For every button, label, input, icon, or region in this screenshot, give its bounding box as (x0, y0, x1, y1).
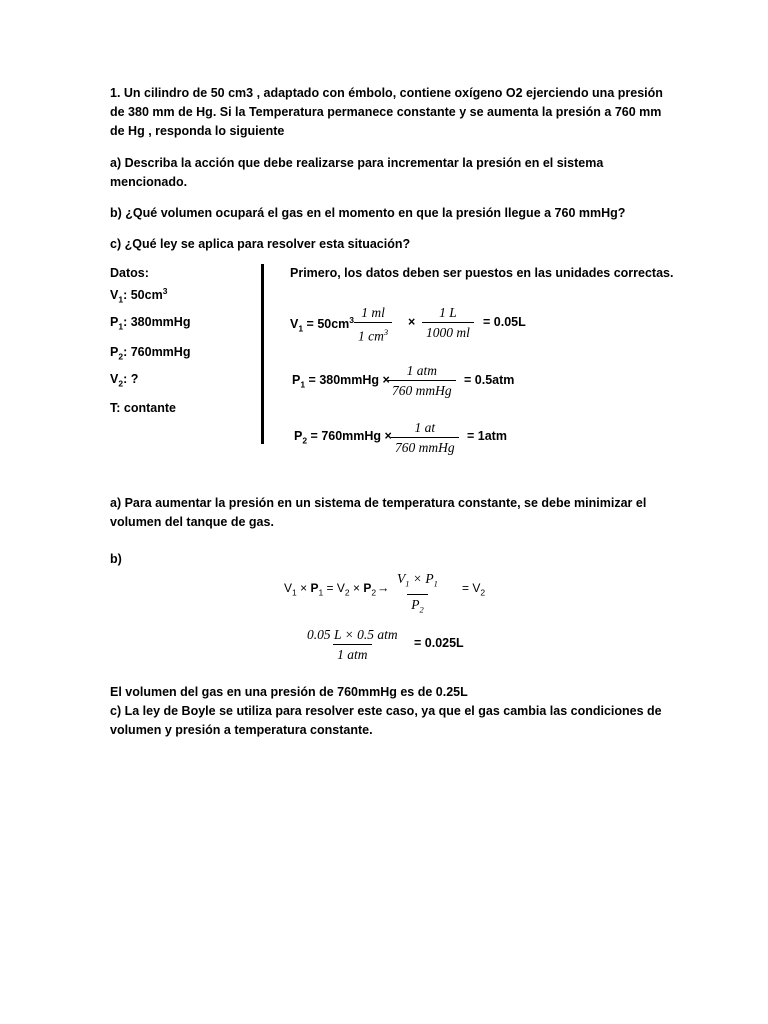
statement-line: 1. Un cilindro de 50 cm3 , adaptado con émbolo, contiene oxígeno O2 ejerciendo una presión (110, 86, 663, 100)
question-a (110, 154, 670, 192)
v1-result: = 0.05L (483, 315, 526, 329)
question-a-line: mencionado. (110, 175, 188, 189)
calc-fraction: 0.05 L × 0.5 atm 1 atm (307, 627, 398, 662)
p2-fraction: 1 at 760 mmHg (391, 419, 459, 456)
answer-a (110, 494, 670, 532)
question-b: b) ¿Qué volumen ocupará el gas en el momento en que la presión llegue a 760 mmHg? (110, 206, 626, 220)
p2-conversion-lhs: $P_2$ = 760mmHg × (294, 429, 392, 446)
v1-fraction-ml: $\frac{1 ml}{1 cm^3}$ (354, 304, 392, 345)
times-sign: × (408, 315, 416, 329)
question-c: c) ¿Qué ley se aplica para resolver esta situación? (110, 237, 411, 251)
volume-statement: El volumen del gas en una presión de 760mmHg es de 0.25L (110, 685, 468, 699)
arrow-icon: → (377, 581, 390, 595)
datos-t: T: contante (110, 401, 176, 415)
answer-c (110, 702, 670, 740)
datos-p1: $P_1$: 380mmHg (110, 315, 191, 332)
statement-line: de Hg , responda lo siguiente (110, 124, 285, 138)
p2-result: = 1atm (467, 429, 507, 443)
vertical-divider (261, 264, 264, 444)
answer-a-line: volumen del tanque de gas. (110, 515, 274, 529)
p1-fraction: 1 atm 760 mmHg (388, 362, 456, 399)
datos-title: Datos: (110, 266, 149, 280)
datos-v2: $V_2$: ? (110, 372, 139, 389)
answer-c-line: c) La ley de Boyle se utiliza para resolver este caso, ya que el gas cambia las condiciones de (110, 704, 662, 718)
boyle-equation: $V_1 \times P_1 = V_2 \times P_2$ (284, 581, 377, 598)
statement-line: de 380 mm de Hg. Si la Temperatura permanece constante y se aumenta la presión a 760 mm (110, 105, 662, 119)
boyle-rhs: = $V_2$ (462, 581, 486, 598)
calc-result: = 0.025L (414, 636, 464, 650)
answer-a-line: a) Para aumentar la presión en un sistema de temperatura constante, se debe minimizar el (110, 496, 647, 510)
v1-conversion-lhs: $V_1 = 50cm^3$ (290, 315, 355, 334)
datos-p2: $P_2$: 760mmHg (110, 345, 191, 362)
problem-statement (110, 84, 670, 141)
answer-b-label: b) (110, 552, 122, 566)
v1-fraction-l: $\frac{1 L}{1000 ml}$ (422, 304, 474, 341)
datos-v1: $V_1$: $50cm^3$ (110, 286, 168, 305)
question-a-line: a) Describa la acción que debe realizarse para incrementar la presión en el sistema (110, 156, 604, 170)
p1-result: = 0.5atm (464, 373, 515, 387)
boyle-fraction: $\frac{V_1 \times P_1}{P_2}$ (393, 570, 442, 618)
p1-conversion-lhs: $P_1$ = 380mmHg × (292, 373, 390, 390)
conversions-intro: Primero, los datos deben ser puestos en las unidades correctas. (290, 266, 674, 280)
answer-c-line: volumen y presión a temperatura constante. (110, 723, 373, 737)
